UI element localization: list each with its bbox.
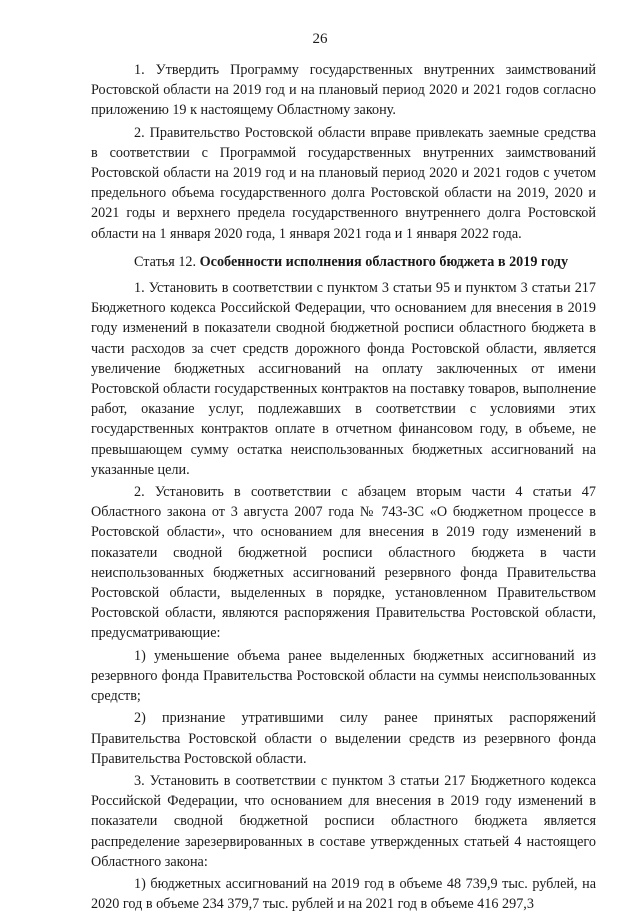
article-heading xyxy=(91,252,596,272)
paragraph-borrowing-program: 1. Утвердить Программу государственных внутренних заимствований Ростовской области на 2019 год и на плановый период 2020 и 2021 годов согласно приложению 19 к настоящему Областному закону. xyxy=(91,62,596,119)
list-item-budget-amounts: 1) бюджетных ассигнований на 2019 год в объеме 48 739,9 тыс. рублей, на 2020 год в объеме 234 379,7 тыс. рублей и на 2021 год в объеме 416 297,3 xyxy=(91,875,596,913)
page-number: 26 xyxy=(312,31,328,47)
document-body xyxy=(91,60,596,914)
paragraph-reserve-fund: 2. Установить в соответствии с абзацем вторым части 4 статьи 47 Областного закона от 3 августа 2007 года № 743-ЗС «О бюджетном процессе в Ростовской области», что основанием для внесения в 2019 году изменений в показатели сводной бюджетной росписи областного бюджета в части неиспользованных бюджетных ассигнований резервного фонда Правительства Ростовской области, выделенных в порядке, установленном Правительством Ростовской области, являются распоряжения Правительства Ростовской области, предусматривающие: xyxy=(91,484,596,642)
paragraph-borrowing-rights: 2. Правительство Ростовской области вправе привлекать заемные средства в соответствии с Программой государственных внутренних заимствований Ростовской области на 2019 год и на плановый период 2020 и 2021 годов с учетом предельного объема государственного долга Ростовской области на 2019, 2020 и 2021 годы и верхнего предела государственного внутреннего долга Ростовской области на 1 января 2020 года, 1 января 2021 года и 1 января 2022 года. xyxy=(91,124,596,242)
article-title: Особенности исполнения областного бюджета в 2019 году xyxy=(199,253,569,270)
list-item-reduction: 1) уменьшение объема ранее выделенных бюджетных ассигнований из резервного фонда Правительства Ростовской области на суммы неиспользованных средств; xyxy=(91,647,596,705)
paragraph-road-fund: 1. Установить в соответствии с пунктом 3 статьи 95 и пунктом 3 статьи 217 Бюджетного кодекса Российской Федерации, что основанием для внесения в 2019 году изменений в показатели сводной бюджетной росписи областного бюджета в части расходов за счет средств дорожного фонда Ростовской области, является увеличение бюджетных ассигнований на оплату заключенных от имени Ростовской области государственных контрактов на поставку товаров, выполнение работ, оказание услуг, подлежавших в соответствии с условиями этих государственных контрактов оплате в отчетном финансовом году, в объеме, не превышающем сумму остатка неиспользованных бюджетных ассигнований на указанные цели. xyxy=(91,280,596,478)
article-label: Статья 12. xyxy=(134,253,197,270)
paragraph-reserved-allocations: 3. Установить в соответствии с пунктом 3 статьи 217 Бюджетного кодекса Российской Федерации, что основанием для внесения в 2019 году изменений в показатели сводной бюджетной росписи областного бюджета является распределение зарезервированных в составе утвержденных статьей 4 настоящего Областного закона: xyxy=(91,772,596,870)
list-item-repeal: 2) признание утратившими силу ранее принятых распоряжений Правительства Ростовской области о выделении средств из резервного фонда Правительства Ростовской области. xyxy=(91,710,596,767)
